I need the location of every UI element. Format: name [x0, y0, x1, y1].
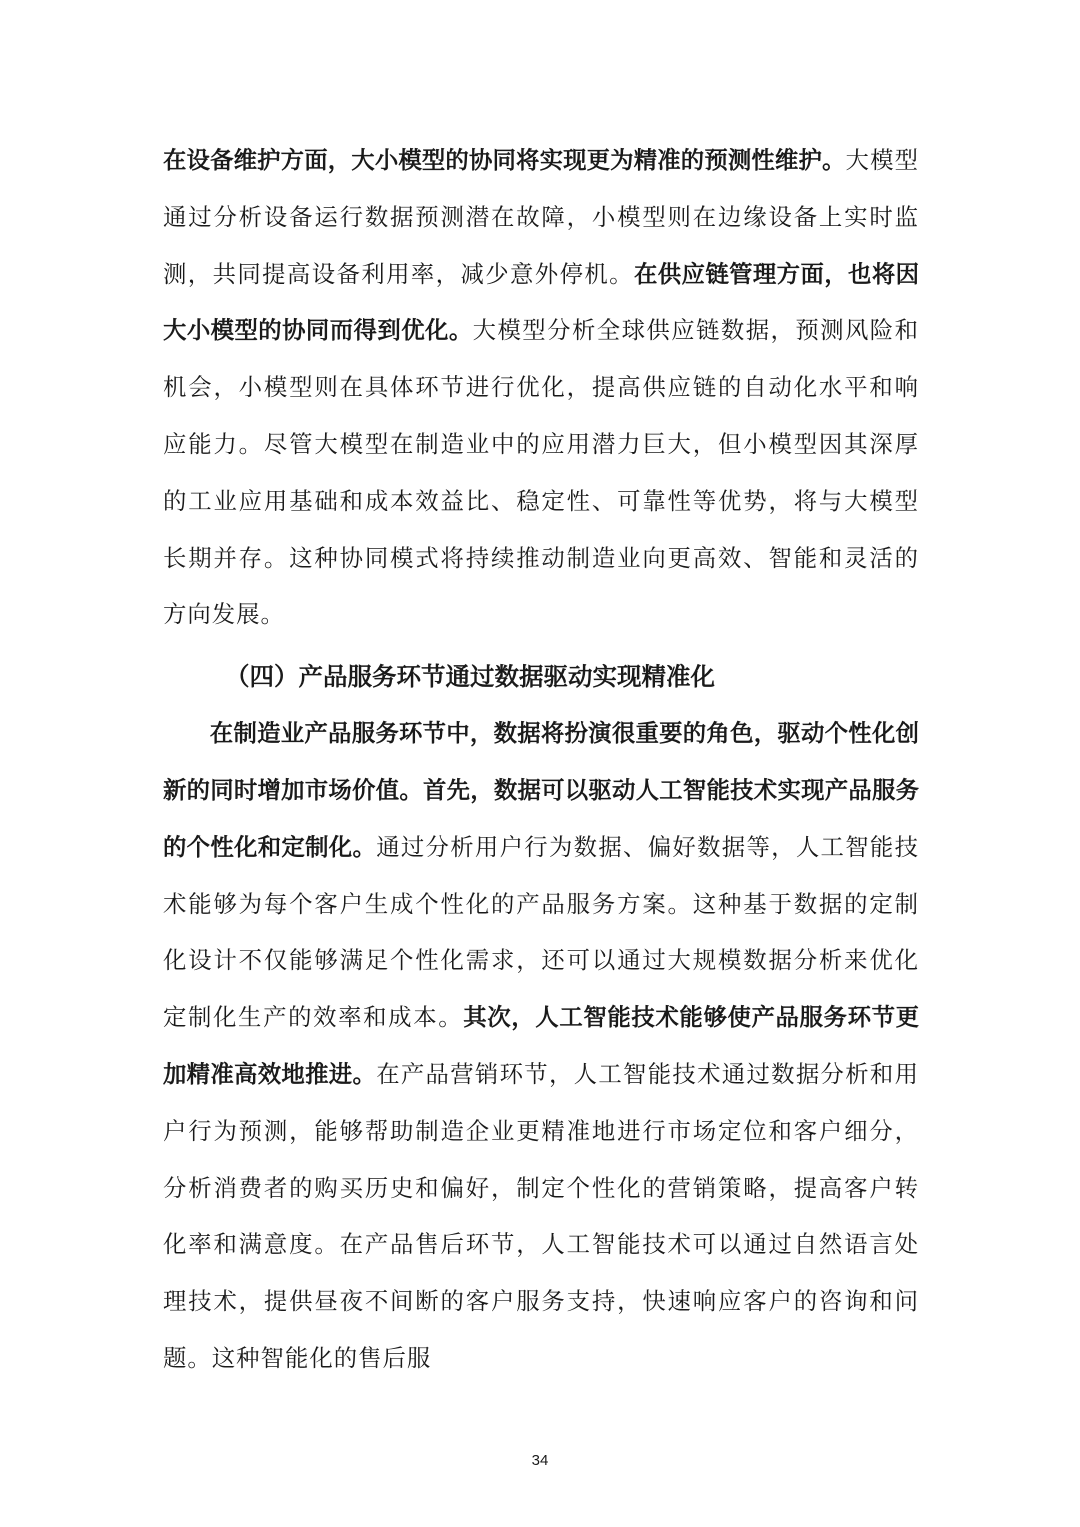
bold-sentence-data-role: 在制造业产品服务环节中，数据将扮演很重要的角色，驱动个性化创新的同时增加市场价值。首先，数据可以驱动人工智能技术实现产品服务的个性化和定制化。 [163, 719, 919, 861]
bold-sentence-supply-chain: 在供应链管理方面，也将因大小模型的协同而得到优化。 [163, 259, 919, 345]
text-sentence-supply-chain-detail: 大模型分析全球供应链数据，预测风险和机会，小模型则在具体环节进行优化，提高供应链的自动化水平和响应能力。尽管大模型在制造业中的应用潜力巨大，但小模型因其深厚的工业应用基础和成本效益比、稳定性、可靠性等优势，将与大模型长期并存。这种协同模式将持续推动制造业向更高效、智能和灵活的方向发展。 [163, 316, 920, 629]
section-heading: （四）产品服务环节通过数据驱动实现精准化 [225, 662, 715, 692]
text-sentence-customization: 通过分析用户行为数据、偏好数据等，人工智能技术能够为每个客户生成个性化的产品服务方案。这种基于数据的定制化设计不仅能够满足个性化需求，还可以通过大规模数据分析来优化定制化生产的效率和成本。 [163, 832, 920, 1032]
bold-sentence-maintenance: 在设备维护方面，大小模型的协同将实现更为精准的预测性维护。 [163, 146, 846, 174]
paragraph-equipment-supply-chain [163, 132, 919, 643]
paragraph-product-service [163, 705, 919, 1387]
text-sentence-marketing-aftersales: 在产品营销环节，人工智能技术通过数据分析和用户行为预测，能够帮助制造企业更精准地进行市场定位和客户细分，分析消费者的购买历史和偏好，制定个性化的营销策略，提高客户转化率和满意度。在产品售后环节，人工智能技术可以通过自然语言处理技术，提供昼夜不间断的客户服务支持，快速响应客户的咨询和问题。这种智能化的售后服 [163, 1059, 920, 1372]
document-page [163, 132, 919, 1387]
page-number: 34 [531, 1452, 549, 1469]
text-sentence-maintenance-detail: 大模型通过分析设备运行数据预测潜在故障，小模型则在边缘设备上实时监测，共同提高设备利用率，减少意外停机。 [163, 146, 920, 288]
bold-sentence-precision: 其次，人工智能技术能够使产品服务环节更加精准高效地推进。 [163, 1003, 920, 1088]
